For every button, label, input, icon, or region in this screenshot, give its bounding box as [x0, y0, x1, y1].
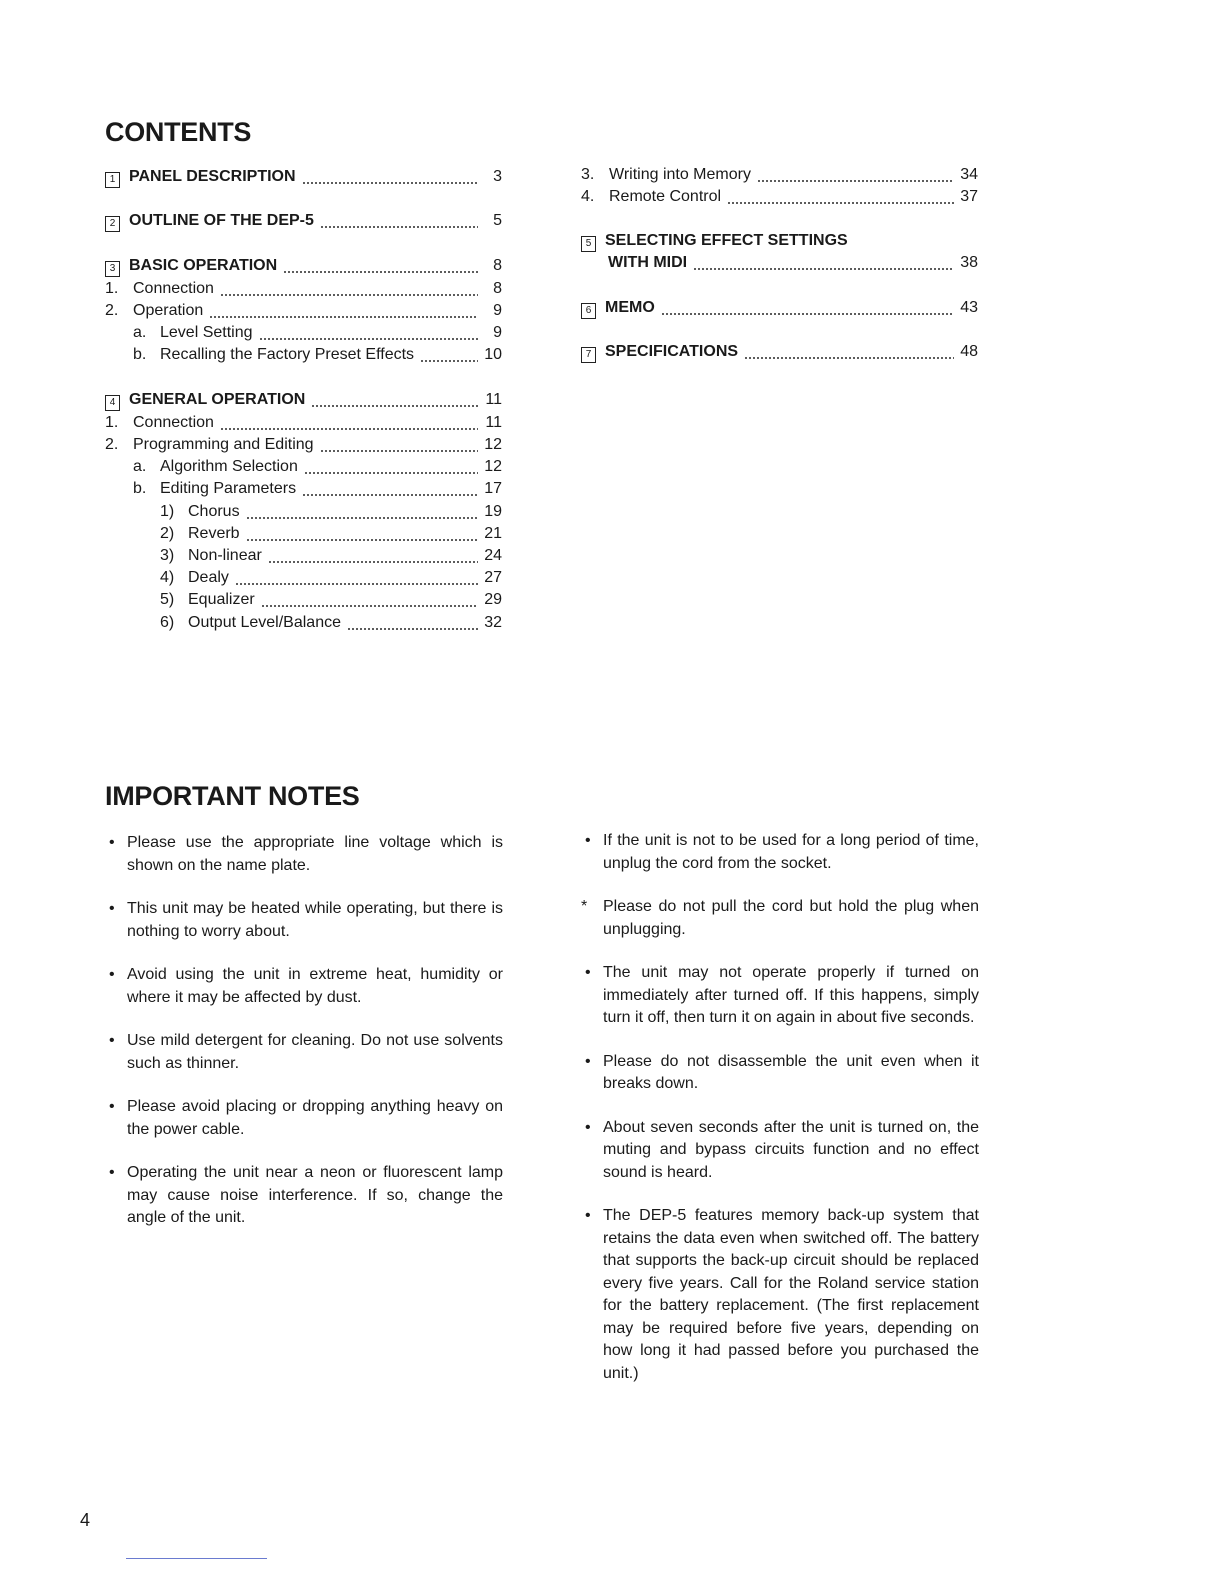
- notes-left-column: [105, 832, 503, 1251]
- toc-label: SELECTING EFFECT SETTINGS: [605, 232, 848, 249]
- note-text: Please do not pull the cord but hold the plug when unplugging.: [603, 898, 979, 938]
- toc-label: Editing Parameters: [160, 480, 297, 497]
- leader-dots: [259, 338, 478, 340]
- bullet-icon: •: [585, 964, 591, 981]
- toc-page: 12: [484, 436, 502, 453]
- toc-entry[interactable]: [105, 391, 502, 413]
- toc-entry[interactable]: [105, 591, 502, 613]
- note-text: The unit may not operate properly if turned on immediately after turned off. If this happens, simply turn it off, then turn it on again in about five seconds.: [603, 964, 979, 1026]
- section-number-box: 7: [581, 347, 596, 363]
- toc-entry[interactable]: [105, 480, 502, 502]
- leader-dots: [268, 561, 478, 563]
- note-item: [581, 1117, 979, 1185]
- toc-page: 29: [484, 591, 502, 608]
- section-number-box: 2: [105, 216, 120, 232]
- note-item: [581, 1205, 979, 1385]
- toc-entry[interactable]: [581, 188, 978, 210]
- toc-page: 34: [960, 166, 978, 183]
- leader-dots: [727, 202, 954, 204]
- toc-entry[interactable]: [105, 525, 502, 547]
- toc-number: 4.: [581, 188, 595, 205]
- note-item: [105, 964, 503, 1009]
- note-item: [581, 896, 979, 941]
- toc-entry[interactable]: [581, 299, 978, 321]
- leader-dots: [661, 313, 954, 315]
- bullet-icon: •: [109, 834, 115, 851]
- section-number-box: 4: [105, 395, 120, 411]
- section-number-box: 5: [581, 236, 596, 252]
- toc-label: Non-linear: [188, 547, 262, 564]
- toc-page: 21: [484, 525, 502, 542]
- toc-page: 48: [960, 343, 978, 360]
- toc-entry[interactable]: [105, 547, 502, 569]
- note-text: This unit may be heated while operating, but there is nothing to worry about.: [127, 900, 503, 940]
- toc-label: GENERAL OPERATION: [129, 391, 306, 408]
- toc-right-column: [581, 166, 978, 366]
- note-item: [105, 1162, 503, 1230]
- toc-label: WITH MIDI: [608, 254, 688, 271]
- note-item: [581, 830, 979, 875]
- leader-dots: [744, 357, 954, 359]
- leader-dots: [261, 605, 478, 607]
- toc-label: Output Level/Balance: [188, 614, 341, 631]
- toc-label: Writing into Memory: [609, 166, 751, 183]
- note-text: Please do not disassemble the unit even when it breaks down.: [603, 1052, 979, 1092]
- leader-dots: [235, 583, 478, 585]
- leader-dots: [220, 294, 478, 296]
- toc-label: Recalling the Factory Preset Effects: [160, 346, 415, 363]
- toc-page: 11: [485, 414, 502, 431]
- note-item: [105, 1096, 503, 1141]
- note-item: [581, 1051, 979, 1096]
- toc-entry[interactable]: [105, 436, 502, 458]
- toc-page: 43: [960, 299, 978, 316]
- section-number-box: 3: [105, 261, 120, 277]
- note-text: The DEP-5 features memory back-up system that retains the data even when switched off. The battery that supports the back-up circuit should be replaced every five years. Call for the Roland service station for the battery replacement. (The first replacement may be required before five years, depending on how long it had passed before you purchased the unit.): [603, 1207, 979, 1382]
- note-text: If the unit is not to be used for a long period of time, unplug the cord from the socket.: [603, 832, 979, 872]
- leader-dots: [302, 182, 478, 184]
- toc-entry[interactable]: [581, 343, 978, 365]
- note-text: Please use the appropriate line voltage which is shown on the name plate.: [127, 834, 503, 874]
- toc-label: Programming and Editing: [133, 436, 314, 453]
- toc-entry[interactable]: [581, 166, 978, 188]
- leader-dots: [320, 226, 478, 228]
- toc-label: OUTLINE OF THE DEP-5: [129, 212, 314, 229]
- page-number: 4: [80, 1510, 91, 1530]
- toc-number: 1.: [105, 280, 119, 297]
- toc-label: Level Setting: [160, 324, 253, 341]
- leader-dots: [693, 268, 954, 270]
- toc-page: 12: [484, 458, 502, 475]
- toc-label: BASIC OPERATION: [129, 257, 278, 274]
- toc-label: Chorus: [188, 503, 240, 520]
- toc-number: a.: [133, 458, 147, 475]
- bullet-icon: •: [585, 832, 591, 849]
- bullet-icon: •: [585, 1118, 591, 1136]
- toc-page: 8: [493, 257, 502, 274]
- toc-entry[interactable]: [105, 414, 502, 436]
- important-notes-title: IMPORTANT NOTES: [105, 781, 360, 811]
- toc-page: 9: [493, 302, 502, 319]
- toc-entry[interactable]: [105, 614, 502, 636]
- bullet-icon: •: [109, 900, 115, 917]
- toc-number: 2.: [105, 436, 119, 453]
- toc-label: Algorithm Selection: [160, 458, 298, 475]
- leader-dots: [311, 405, 478, 407]
- toc-number: 6): [160, 614, 175, 631]
- note-item: [581, 962, 979, 1030]
- note-text: About seven seconds after the unit is turned on, the muting and bypass circuits function and no effect sound is heard.: [603, 1118, 979, 1181]
- contents-title: CONTENTS: [105, 117, 252, 147]
- toc-entry[interactable]: [105, 280, 502, 302]
- toc-page: 5: [493, 212, 502, 229]
- toc-number: b.: [133, 480, 147, 497]
- asterisk-icon: *: [581, 898, 588, 915]
- toc-page: 38: [960, 254, 978, 271]
- bullet-icon: •: [585, 1207, 591, 1224]
- toc-label: MEMO: [605, 299, 655, 316]
- toc-label: Connection: [133, 280, 214, 297]
- bullet-icon: •: [109, 966, 115, 983]
- toc-number: b.: [133, 346, 147, 363]
- leader-dots: [246, 517, 478, 519]
- leader-dots: [246, 539, 478, 541]
- leader-dots: [757, 180, 954, 182]
- toc-label: Connection: [133, 414, 214, 431]
- leader-dots: [320, 450, 478, 452]
- toc-number: 4): [160, 569, 175, 586]
- toc-entry[interactable]: [105, 569, 502, 591]
- leader-dots: [209, 316, 478, 318]
- toc-entry[interactable]: [105, 346, 502, 368]
- note-text: Operating the unit near a neon or fluorescent lamp may cause noise interference. If so, change the angle of the unit.: [127, 1164, 503, 1226]
- toc-label: Equalizer: [188, 591, 255, 608]
- leader-dots: [302, 494, 478, 496]
- leader-dots: [420, 360, 478, 362]
- toc-label: Dealy: [188, 569, 229, 586]
- toc-entry[interactable]: [105, 212, 502, 234]
- toc-label: Operation: [133, 302, 204, 319]
- toc-page: 19: [484, 503, 502, 520]
- note-text: Use mild detergent for cleaning. Do not use solvents such as thinner.: [127, 1032, 503, 1072]
- toc-left-column: [105, 168, 502, 638]
- toc-page: 37: [960, 188, 978, 205]
- toc-entry[interactable]: [105, 168, 502, 190]
- toc-entry[interactable]: [105, 458, 502, 480]
- leader-dots: [220, 428, 478, 430]
- leader-dots: [283, 271, 478, 273]
- toc-page: 3: [493, 168, 502, 185]
- toc-entry[interactable]: [581, 232, 978, 254]
- toc-label: Reverb: [188, 525, 240, 542]
- toc-label: SPECIFICATIONS: [605, 343, 739, 360]
- toc-number: 1.: [105, 414, 119, 431]
- toc-entry[interactable]: [105, 324, 502, 346]
- toc-page: 8: [493, 280, 502, 297]
- bullet-icon: •: [585, 1052, 591, 1070]
- bullet-icon: •: [109, 1098, 115, 1115]
- toc-number: a.: [133, 324, 147, 341]
- section-number-box: 6: [581, 303, 596, 319]
- toc-label: PANEL DESCRIPTION: [129, 168, 296, 185]
- toc-label: Remote Control: [609, 188, 722, 205]
- toc-entry[interactable]: [105, 302, 502, 324]
- toc-page: 9: [493, 324, 502, 341]
- toc-entry[interactable]: [105, 503, 502, 525]
- toc-page: 32: [484, 614, 502, 631]
- note-text: Please avoid placing or dropping anything heavy on the power cable.: [127, 1098, 503, 1138]
- note-item: [105, 832, 503, 877]
- toc-number: 2.: [105, 302, 119, 319]
- toc-page: 11: [485, 391, 502, 408]
- toc-page: 27: [484, 569, 502, 586]
- bullet-icon: •: [109, 1164, 115, 1181]
- toc-number: 5): [160, 591, 175, 608]
- toc-page: 24: [484, 547, 502, 564]
- note-text: Avoid using the unit in extreme heat, humidity or where it may be affected by dust.: [127, 966, 503, 1006]
- leader-dots: [347, 628, 478, 630]
- toc-number: 1): [160, 503, 175, 520]
- note-item: [105, 898, 503, 943]
- toc-entry[interactable]: [581, 254, 978, 276]
- toc-page: 10: [484, 346, 502, 363]
- footer-rule: [126, 1558, 267, 1559]
- section-number-box: 1: [105, 172, 120, 188]
- bullet-icon: •: [109, 1032, 115, 1049]
- leader-dots: [304, 472, 478, 474]
- toc-number: 3): [160, 547, 175, 564]
- notes-right-column: [581, 830, 979, 1406]
- toc-number: 3.: [581, 166, 595, 183]
- note-item: [105, 1030, 503, 1075]
- toc-number: 2): [160, 525, 175, 542]
- toc-entry[interactable]: [105, 257, 502, 279]
- toc-page: 17: [484, 480, 502, 497]
